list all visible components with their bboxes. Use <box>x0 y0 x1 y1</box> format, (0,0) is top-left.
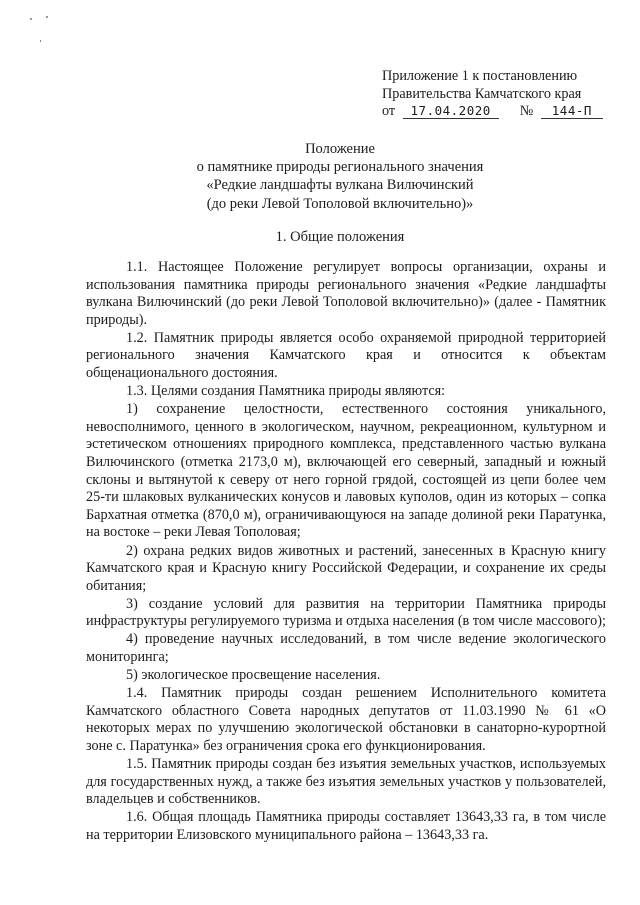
annex-number-prefix: № <box>519 103 534 119</box>
scan-speck <box>40 40 41 42</box>
annex-block <box>382 68 622 121</box>
annex-date-prefix: от <box>382 103 396 119</box>
paragraph-1-3: 1.3. Целями создания Памятника природы являются: <box>126 383 446 400</box>
title-line-3: «Редкие ландшафты вулкана Вилючинский <box>206 177 474 194</box>
list-item-3: 3) создание условий для развития на территории Памятника природы инфраструктуры регулируемого туризма и отдыха населения (в том числе массового); <box>86 595 606 630</box>
paragraph-1-6: 1.6. Общая площадь Памятника природы составляет 13643,33 га, в том числе на территории Елизовского муниципального района – 13643,33 га. <box>86 809 606 843</box>
paragraph-1-5: 1.5. Памятник природы создан без изъятия земельных участков, используемых для государственных нужд, а также без изъятия земельных участков у пользователей, владельцев и собственников. <box>86 756 606 808</box>
title-line-1: Положение <box>305 141 375 157</box>
paragraph-1-2: 1.2. Памятник природы является особо охраняемой природной территорией регионального значения Камчатского края и относится к объектам общенационального достояния. <box>86 329 606 382</box>
annex-date-line <box>382 103 622 121</box>
document-title <box>120 140 560 213</box>
paragraph-1-1: 1.1. Настоящее Положение регулирует вопросы организации, охраны и использования памятника природы регионального значения «Редкие ландшафты вулкана Вилючинский (до реки Левой Тополовой включительно)» (далее - Памятник природы). <box>86 259 606 328</box>
annex-line-1: Приложение 1 к постановлению <box>382 68 578 84</box>
title-line-4: (до реки Левой Тополовой включительно)» <box>206 195 474 212</box>
annex-number: 144-П <box>541 104 603 119</box>
section-body <box>86 259 606 845</box>
title-line-2: о памятнике природы регионального значения <box>196 159 484 176</box>
paragraph-1-4: 1.4. Памятник природы создан решением Исполнительного комитета Камчатского областного Совета народных депутатов от 11.03.1990 № 61 «О некоторых мерах по улучшению экологической обстановки в санаторно-курортной зоне с. Паратунка» без ограничения срока его функционирования. <box>86 685 606 755</box>
section-heading: 1. Общие положения <box>275 229 405 245</box>
list-item-5: 5) экологическое просвещение населения. <box>126 667 381 684</box>
list-item-2: 2) охрана редких видов животных и растений, занесенных в Красную книгу Камчатского края и Красную книгу Российской Федерации, и сохранение их среды обитания; <box>86 542 606 594</box>
list-item-4: 4) проведение научных исследований, в том числе ведение экологического мониторинга; <box>86 631 606 666</box>
scan-speck <box>46 16 48 18</box>
list-item-1: 1) сохранение целостности, естественного состояния уникального, невосполнимого, ценного в экологическом, научном, рекреационном, культурном и эстетическом отношениях природного комплекса, представленного частью вулкана Вилючинского (отметка 2173,0 м), включающей его северный, западный и южный склоны и вытянутой к северу от него горной грядой, состоящей из цепи более чем 25-ти шлаковых вулканических конусов и лавовых куполов, один из которых – сопка Бархатная отметка (870,0 м), ограничивающуюся на западе долиной реки Паратунка, на востоке – реки Левая Тополовая; <box>86 401 606 541</box>
annex-line-2: Правительства Камчатского края <box>382 85 582 102</box>
scan-speck <box>30 18 32 20</box>
annex-date: 17.04.2020 <box>403 104 499 119</box>
